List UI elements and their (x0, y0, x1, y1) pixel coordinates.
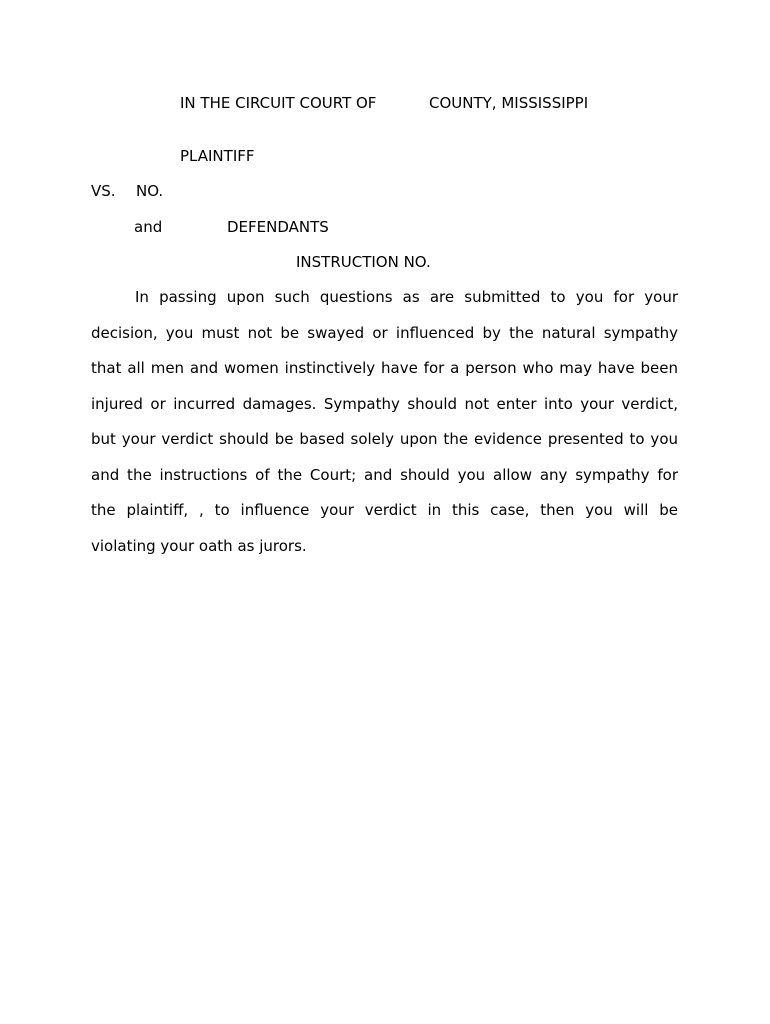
defendants-label: DEFENDANTS (227, 218, 329, 236)
body-line: and the instructions of the Court; and should you allow any sympathy for (91, 466, 678, 484)
body-line: that all men and women instinctively have for a person who may have been (91, 359, 678, 377)
body-line: violating your oath as jurors. (91, 537, 307, 555)
body-line: the plaintiff, , to influence your verdict in this case, then you will be (91, 501, 678, 519)
instruction-title: INSTRUCTION NO. (296, 253, 431, 271)
and-label: and (134, 218, 163, 236)
court-caption-prefix: IN THE CIRCUIT COURT OF (180, 94, 377, 112)
court-caption-suffix: COUNTY, MISSISSIPPI (429, 94, 589, 112)
body-line: injured or incurred damages. Sympathy should not enter into your verdict, (91, 395, 678, 413)
body-line: but your verdict should be based solely upon the evidence presented to you (91, 430, 678, 448)
plaintiff-label: PLAINTIFF (180, 147, 255, 165)
body-line: In passing upon such questions as are submitted to you for your (135, 288, 678, 306)
case-number-label: NO. (136, 182, 164, 200)
versus-label: VS. (91, 182, 116, 200)
body-line: decision, you must not be swayed or influenced by the natural sympathy (91, 324, 678, 342)
